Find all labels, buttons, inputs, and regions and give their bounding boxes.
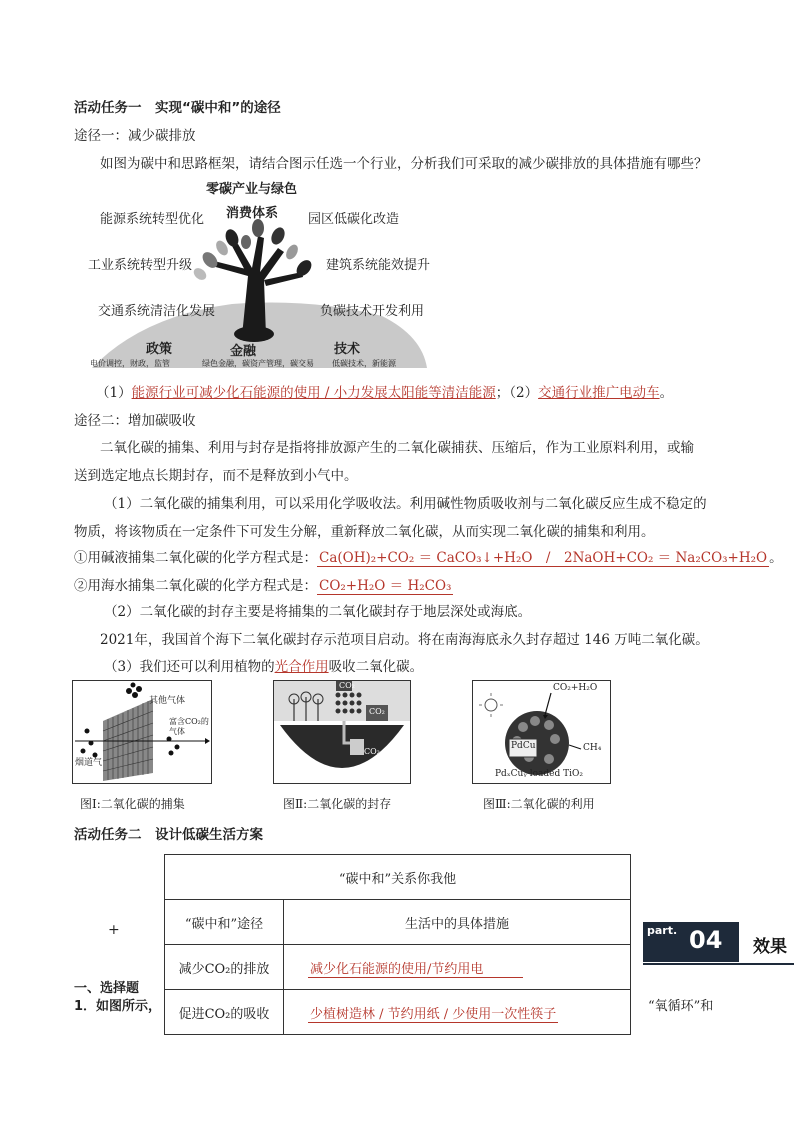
part-tag: part. xyxy=(647,924,678,937)
fig3-label-catalyst: PdₓCuᵧ-loaded TiO₂ xyxy=(495,769,583,779)
fig1-label-co2-rich: 富含CO₂的气体 xyxy=(169,717,209,736)
fig2-label-co2-plant: CO₂ xyxy=(369,707,385,716)
para5-prefix: （3）我们还可以利用植物的 xyxy=(104,659,275,675)
table-col2-header: 生活中的具体措施 xyxy=(284,900,631,945)
para5-answer: 光合作用 xyxy=(274,659,329,675)
info-base-policy-sub: 电价调控，财政，监管 xyxy=(90,359,170,368)
storage-illustration xyxy=(274,681,410,783)
fig3-label-products: CO₂+H₂O xyxy=(553,683,598,693)
answer-line xyxy=(96,381,673,401)
caption-fig2: 图Ⅱ:二氧化碳的封存 xyxy=(283,797,392,811)
eq1-end: 。 xyxy=(769,550,783,566)
part-banner xyxy=(643,922,794,962)
table-row1-label: 减少CO₂的排放 xyxy=(165,945,284,990)
eq1-line xyxy=(74,546,783,566)
para1b: 送到选定地点长期封存，而不是释放到小气中。 xyxy=(74,468,358,484)
info-left-1: 能源系统转型优化 xyxy=(100,212,205,227)
eq1-answer: Ca(OH)₂+CO₂ ＝ CaCO₃↓+H₂O / 2NaOH+CO₂ ＝ Na₂CO₃+H₂O xyxy=(319,550,768,566)
part-label: 效果 xyxy=(753,937,787,957)
para2b: 物质，将该物质在一定条件下可发生分解，重新释放二氧化碳，从而实现二氧化碳的捕集和利用。 xyxy=(74,524,655,540)
answer-end: 。 xyxy=(659,385,674,401)
task2-heading: 活动任务二 设计低碳生活方案 xyxy=(74,827,263,843)
utilization-illustration xyxy=(473,681,610,783)
info-left-3: 交通系统清洁化发展 xyxy=(98,304,216,319)
prompt-text: 如图为碳中和思路框架，请结合图示任选一个行业，分析我们可采取的减少碳排放的具体措施有哪些？ xyxy=(100,156,708,172)
route1-label: 途径一：减少碳排放 xyxy=(74,128,196,144)
answer1-text: 能源行业可减少化石能源的使用 / 小力发展太阳能等清洁能源 xyxy=(131,385,496,401)
table-title: “碳中和”关系你我他 xyxy=(165,855,631,900)
info-base-tech-sub: 低碳技术，新能源 xyxy=(332,359,396,368)
question1-tail: “氧循环”和 xyxy=(648,999,714,1014)
eq2-answer: CO₂+H₂O ＝ H₂CO₃ xyxy=(319,578,452,594)
info-right-2: 建筑系统能效提升 xyxy=(326,258,431,273)
para5-end: 吸收二氧化碳。 xyxy=(328,659,424,675)
figure-storage xyxy=(273,680,411,784)
para1: 二氧化碳的捕集、利用与封存是指将排放源产生的二氧化碳捕获、压缩后，作为工业原料利用，或输 xyxy=(100,440,694,456)
carbon-neutrality-framework-figure xyxy=(82,176,432,376)
part-number: 04 xyxy=(689,926,723,954)
fig2-label-co2-ground: CO₂ xyxy=(364,747,380,756)
fig1-label-other-gas: 其他气体 xyxy=(149,696,186,706)
table-row2-label: 促进CO₂的吸收 xyxy=(165,990,284,1035)
low-carbon-plan-table xyxy=(164,854,631,1035)
figure-utilization xyxy=(472,680,611,784)
info-top-label-2: 消费体系 xyxy=(226,206,279,221)
section-choice-heading: 一、选择题 xyxy=(74,981,140,996)
route2-label: 途径二：增加碳吸收 xyxy=(74,413,196,429)
para4: 2021年，我国首个海下二氧化碳封存示范项目启动。将在南海海底永久封存超过 146 万吨二氧化碳。 xyxy=(100,632,709,648)
info-base-tech: 技术 xyxy=(334,342,361,357)
info-base-policy: 政策 xyxy=(146,342,173,357)
fig2-label-co2-top: CO₂ xyxy=(339,681,355,690)
answer1-prefix: （1） xyxy=(96,385,132,401)
fig3-label-ch4: CH₄ xyxy=(583,743,602,753)
caption-fig3: 图Ⅲ:二氧化碳的利用 xyxy=(483,797,595,811)
info-base-finance-sub: 绿色金融，碳资产管理，碳交易 xyxy=(202,359,314,368)
answer2-text: 交通行业推广电动车 xyxy=(538,385,660,401)
para3: （2）二氧化碳的封存主要是将捕集的二氧化碳封存于地层深处或海底。 xyxy=(104,604,532,620)
para5 xyxy=(104,655,423,675)
plus-mark: + xyxy=(108,922,120,938)
caption-fig1: 图Ⅰ:二氧化碳的捕集 xyxy=(80,797,185,811)
task1-heading: 活动任务一 实现“碳中和”的途径 xyxy=(74,100,281,116)
fig1-label-flue-gas: 烟道气 xyxy=(75,758,103,768)
eq2-prefix: ②用海水捕集二氧化碳的化学方程式是： xyxy=(74,578,317,594)
eq2-line xyxy=(74,574,453,594)
info-base-finance: 金融 xyxy=(230,344,257,359)
part-underline xyxy=(643,963,794,965)
para2: （1）二氧化碳的捕集利用，可以采用化学吸收法。利用碱性物质吸收剂与二氧化碳反应生成不稳定的 xyxy=(104,496,707,512)
table-row2-answer: 少植树造林 / 节约用纸 / 少使用一次性筷子 xyxy=(310,1006,557,1022)
info-left-2: 工业系统转型升级 xyxy=(88,258,193,273)
table-row1-answer: 减少化石能源的使用/节约用电 xyxy=(308,962,523,978)
eq1-prefix: ①用碱液捕集二氧化碳的化学方程式是： xyxy=(74,550,317,566)
fig3-label-pdcu: PdCu xyxy=(511,741,536,751)
table-col1-header: “碳中和”途径 xyxy=(165,900,284,945)
info-top-label-1: 零碳产业与绿色 xyxy=(206,182,298,197)
figure-capture xyxy=(72,680,212,784)
info-right-1: 园区低碳化改造 xyxy=(308,212,400,227)
answer-sep: ；（2） xyxy=(495,385,539,401)
info-right-3: 负碳技术开发利用 xyxy=(320,304,425,319)
question1-start: 1．如图所示， xyxy=(74,999,162,1014)
